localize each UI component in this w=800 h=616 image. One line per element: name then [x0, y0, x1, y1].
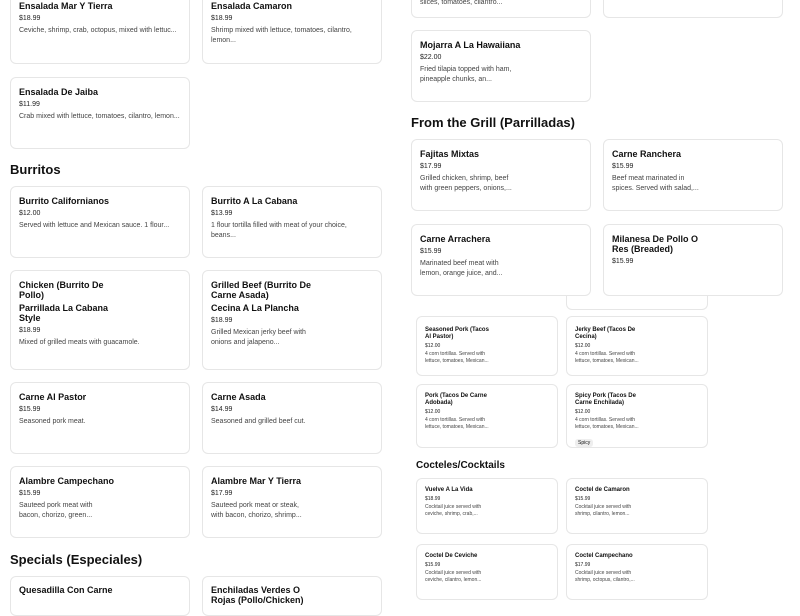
menu-item-card[interactable]	[10, 186, 190, 258]
item-title: Carne Arrachera	[420, 234, 491, 244]
item-description: Sauteed pork meat with bacon, chorizo, green...	[19, 502, 93, 519]
item-title: Alambre Campechano	[19, 476, 115, 486]
item-title: Burrito Californianos	[19, 196, 110, 206]
item-title: Seasoned Pork (Tacos Al Pastor)	[425, 327, 489, 340]
menu-item-card[interactable]	[202, 382, 382, 454]
item-price: $13.99	[211, 210, 233, 217]
item-title: Chicken (Burrito De Pollo)	[19, 280, 104, 300]
item-price: $15.99	[575, 496, 591, 502]
item-price: $18.99	[19, 15, 41, 22]
item-title: Ensalada Mar Y Tierra	[19, 1, 113, 11]
menu-item-card[interactable]	[416, 478, 558, 534]
item-price: $12.00	[575, 343, 591, 349]
item-description: Ceviche, shrimp, crab, octopus, mixed with lettuc...	[19, 27, 177, 34]
menu-item-card[interactable]	[411, 30, 591, 102]
item-description: 1 flour tortilla filled with meat of your choice, beans...	[211, 222, 347, 239]
item-title: Fajitas Mixtas	[420, 149, 480, 159]
menu-item-card[interactable]	[10, 0, 190, 64]
item-description: Crab mixed with lettuce, tomatoes, cilantro, lemon...	[19, 113, 180, 120]
menu-item-card[interactable]	[566, 544, 708, 600]
item-price: $12.00	[425, 409, 441, 415]
item-description: Cocktail juice served with ceviche, cilantro, lemon...	[425, 570, 482, 583]
item-title: Carne Al Pastor	[19, 392, 87, 402]
menu-item-card[interactable]	[566, 384, 708, 448]
item-description: Seasoned and grilled beef cut.	[211, 418, 306, 425]
item-description: Grilled Mexican jerky beef with onions and jalapeno...	[211, 329, 306, 346]
menu-item-card[interactable]	[566, 478, 708, 534]
menu-item-card[interactable]	[411, 139, 591, 211]
menu-item-card[interactable]	[416, 316, 558, 376]
item-price: $15.99	[19, 406, 41, 413]
menu-item-card[interactable]	[10, 576, 190, 616]
item-price: $15.99	[612, 258, 634, 265]
item-description: 4 corn tortillas. Served with lettuce, tomatoes, Mexican...	[575, 351, 639, 364]
item-title: Carne Ranchera	[612, 149, 682, 159]
item-title: Alambre Mar Y Tierra	[211, 476, 302, 486]
menu-item-card[interactable]	[603, 139, 783, 211]
item-price: $12.00	[575, 409, 591, 415]
item-title: Mojarra A La Hawaiiana	[420, 40, 521, 50]
menu-item-card[interactable]	[603, 224, 783, 296]
item-title: Coctel de Camaron	[575, 487, 630, 493]
section-title-burritos: Burritos	[10, 162, 61, 177]
item-description: Marinated beef meat with lemon, orange juice, and...	[420, 260, 503, 277]
item-description: Cocktail juice served with shrimp, octopus, cilantro,...	[575, 570, 635, 583]
item-title: Jerky Beef (Tacos De Cecina)	[575, 327, 636, 340]
item-price: $22.00	[420, 54, 442, 61]
item-description: Shrimp mixed with lettuce, tomatoes, cilantro, lemon...	[211, 27, 352, 44]
menu-item-card[interactable]	[566, 296, 708, 310]
menu-item-card[interactable]	[202, 466, 382, 538]
item-price: $17.99	[420, 163, 442, 170]
spicy-badge: Spicy	[575, 439, 593, 447]
menu-item-card[interactable]	[10, 270, 190, 370]
item-title: Coctel De Ceviche	[425, 553, 478, 559]
item-price: $18.99	[425, 496, 441, 502]
item-title-secondary: Cecina A La Plancha	[211, 303, 299, 313]
menu-item-card[interactable]	[411, 0, 591, 18]
item-price: $11.99	[19, 101, 40, 108]
item-description: 4 corn tortillas. Served with lettuce, tomatoes, Mexican...	[575, 417, 639, 430]
menu-item-card[interactable]	[416, 544, 558, 600]
item-price: $15.99	[612, 163, 634, 170]
item-price: $17.99	[575, 562, 591, 568]
item-price: $15.99	[19, 490, 41, 497]
item-description: Grilled chicken, shrimp, beef with green peppers, onions,...	[420, 175, 512, 192]
menu-item-card[interactable]	[603, 0, 783, 18]
item-description: 4 corn tortillas. Served with lettuce, tomatoes, Mexican...	[425, 417, 489, 430]
menu-item-card[interactable]	[10, 466, 190, 538]
item-title: Ensalada Camaron	[211, 1, 293, 11]
item-description: Cocktail juice served with shrimp, cilantro, lemon...	[575, 504, 632, 517]
item-description: Mixed of grilled meats with guacamole.	[19, 339, 140, 346]
item-title: Quesadilla Con Carne	[19, 585, 113, 595]
item-title: Coctel Campechano	[575, 553, 633, 559]
item-price: $18.99	[211, 15, 233, 22]
menu-item-card[interactable]	[10, 382, 190, 454]
menu-item-card[interactable]	[566, 316, 708, 376]
item-title-secondary: Parrillada La Cabana Style	[19, 303, 109, 323]
menu-item-card[interactable]	[411, 224, 591, 296]
section-title-specials: Specials (Especiales)	[10, 552, 143, 567]
item-title: Carne Asada	[211, 392, 266, 402]
menu-item-card[interactable]	[416, 384, 558, 448]
section-title-grill: From the Grill (Parrilladas)	[411, 115, 575, 130]
section-title-cocteles: Cocteles/Cocktails	[416, 460, 505, 471]
item-description: Seasoned pork meat.	[19, 418, 86, 425]
item-title: Enchiladas Verdes O Rojas (Pollo/Chicken)	[211, 585, 304, 605]
item-title: Vuelve A La Vida	[425, 487, 473, 493]
item-description: Fried tilapia topped with ham, pineapple chunks, an...	[420, 66, 512, 83]
item-description: Sauteed pork meat or steak, with bacon, chorizo, shrimp...	[211, 502, 302, 519]
item-price: $12.00	[425, 343, 441, 349]
item-title: Milanesa De Pollo O Res (Breaded)	[612, 234, 699, 254]
item-description: Served with lettuce and Mexican sauce. 1 flour...	[19, 222, 170, 229]
item-title: Pork (Tacos De Carne Adobada)	[425, 393, 487, 406]
menu-item-card[interactable]	[202, 576, 382, 616]
menu-item-card[interactable]	[202, 186, 382, 258]
menu-item-card[interactable]	[202, 0, 382, 64]
item-price: $15.99	[425, 562, 441, 568]
item-description: slices, tomatoes, cilantro...	[420, 0, 503, 6]
item-title: Ensalada De Jaiba	[19, 87, 99, 97]
item-price: $14.99	[211, 406, 233, 413]
menu-item-card[interactable]	[202, 270, 382, 370]
item-title: Burrito A La Cabana	[211, 196, 298, 206]
item-price: $18.99	[19, 327, 41, 334]
menu-item-card[interactable]	[10, 77, 190, 149]
item-price: $17.99	[211, 490, 233, 497]
item-title: Spicy Pork (Tacos De Carne Enchilada)	[575, 393, 636, 406]
item-title: Grilled Beef (Burrito De Carne Asada)	[211, 280, 312, 300]
item-price: $12.00	[19, 210, 41, 217]
item-description: 4 corn tortillas. Served with lettuce, tomatoes, Mexican...	[425, 351, 489, 364]
item-description: Beef meat marinated in spices. Served with salad,...	[612, 175, 699, 192]
item-price: $15.99	[420, 248, 442, 255]
item-price: $18.99	[211, 317, 233, 324]
item-description: Cocktail juice served with ceviche, shrimp, crab,...	[425, 504, 482, 517]
